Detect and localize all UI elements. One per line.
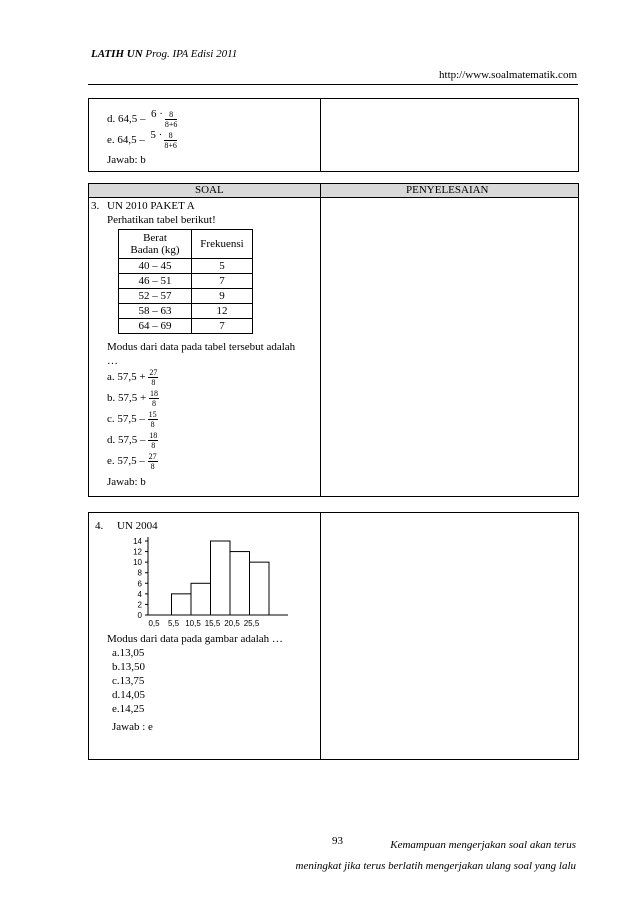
column-divider: [320, 98, 321, 172]
q4-option-d: d.14,05: [112, 689, 145, 701]
footer-quote: Kemampuan mengerjakan soal akan terus meningkat jika terus berlatih mengerjakan ulang soal yang lalu: [295, 839, 576, 872]
page-number: 93: [332, 835, 343, 847]
q4-option-a: a.13,05: [112, 647, 145, 659]
y-tick-label: 2: [137, 600, 142, 610]
table-row: 46 – 51 7: [119, 274, 253, 289]
table-row: 64 – 69 7: [119, 319, 253, 334]
y-tick-label: 14: [133, 537, 142, 546]
y-tick-label: 12: [133, 547, 142, 557]
prev-option-e: e. 64,5 – 5 · $\frac{8}{8+6}$: [107, 129, 177, 150]
q3-option-a: a. 57,5 + $\frac{27}{8}$: [107, 368, 158, 387]
q3-option-e: e. 57,5 – $\frac{27}{8}$: [107, 452, 157, 471]
y-tick-label: 4: [137, 589, 142, 599]
y-tick-label: 0: [137, 611, 142, 620]
table-header-row: [89, 184, 578, 197]
q3-number: 3.: [91, 200, 100, 212]
frequency-table: [118, 229, 253, 334]
x-tick-label: 0,5: [148, 619, 160, 628]
y-tick-label: 10: [133, 558, 142, 568]
histogram-bar: [172, 594, 192, 615]
histogram-bar: [230, 552, 250, 615]
document-header-title: LATIH UN Prog. IPA Edisi 2011: [91, 48, 238, 60]
y-tick-label: 6: [137, 579, 142, 589]
q3-option-c: c. 57,5 – $\frac{15}{8}$: [107, 410, 157, 429]
q3-answer: Jawab: b: [107, 476, 146, 488]
table-row: 40 – 45 5: [119, 259, 253, 274]
q4-number: 4.: [95, 520, 104, 532]
x-tick-label: 5,5: [167, 619, 180, 628]
frequency-table-header-weight: Berat Badan (kg): [119, 230, 192, 259]
x-tick-label: 15,5: [204, 619, 221, 628]
table-row: 58 – 63 12: [119, 304, 253, 319]
q3-question: Modus dari data pada tabel tersebut adalah …: [107, 341, 296, 367]
x-tick-label: 20,5: [224, 619, 240, 628]
x-tick-label: 25,5: [243, 619, 260, 628]
header-divider: [88, 84, 578, 85]
q4-option-e: e.14,25: [112, 703, 145, 715]
q4-answer: Jawab : e: [112, 721, 153, 733]
header-bottom-line: [88, 197, 579, 198]
histogram-bar: [250, 562, 270, 615]
q4-source: UN 2004: [117, 520, 158, 532]
header-url: http://www.soalmatematik.com: [439, 69, 577, 81]
q4-option-b: b.13,50: [112, 661, 145, 673]
q3-source: UN 2010 PAKET A: [107, 200, 195, 212]
column-divider: [320, 183, 321, 497]
soal-column-header: SOAL: [195, 184, 224, 196]
histogram-bar: [211, 541, 231, 615]
prev-option-d: d. 64,5 – 6 · $\frac{8}{8+6}$: [107, 108, 178, 129]
table-row: 52 – 57 9: [119, 289, 253, 304]
q3-intro: Perhatikan tabel berikut!: [107, 214, 216, 226]
histogram-bar: [191, 583, 211, 615]
column-divider: [320, 512, 321, 760]
q4-option-c: c.13,75: [112, 675, 145, 687]
x-tick-label: 10,5: [185, 619, 201, 628]
frequency-table-header-freq: Frekuensi: [192, 230, 253, 259]
prev-answer: Jawab: b: [107, 154, 146, 166]
penyelesaian-column-header: PENYELESAIAN: [406, 184, 489, 196]
q4-question: Modus dari data pada gambar adalah …: [107, 633, 283, 645]
q3-option-b: b. 57,5 + $\frac{18}{8}$: [107, 389, 158, 408]
y-tick-label: 8: [137, 568, 142, 578]
histogram-chart: [118, 535, 288, 630]
q3-option-d: d. 57,5 – $\frac{18}{8}$: [107, 431, 158, 450]
